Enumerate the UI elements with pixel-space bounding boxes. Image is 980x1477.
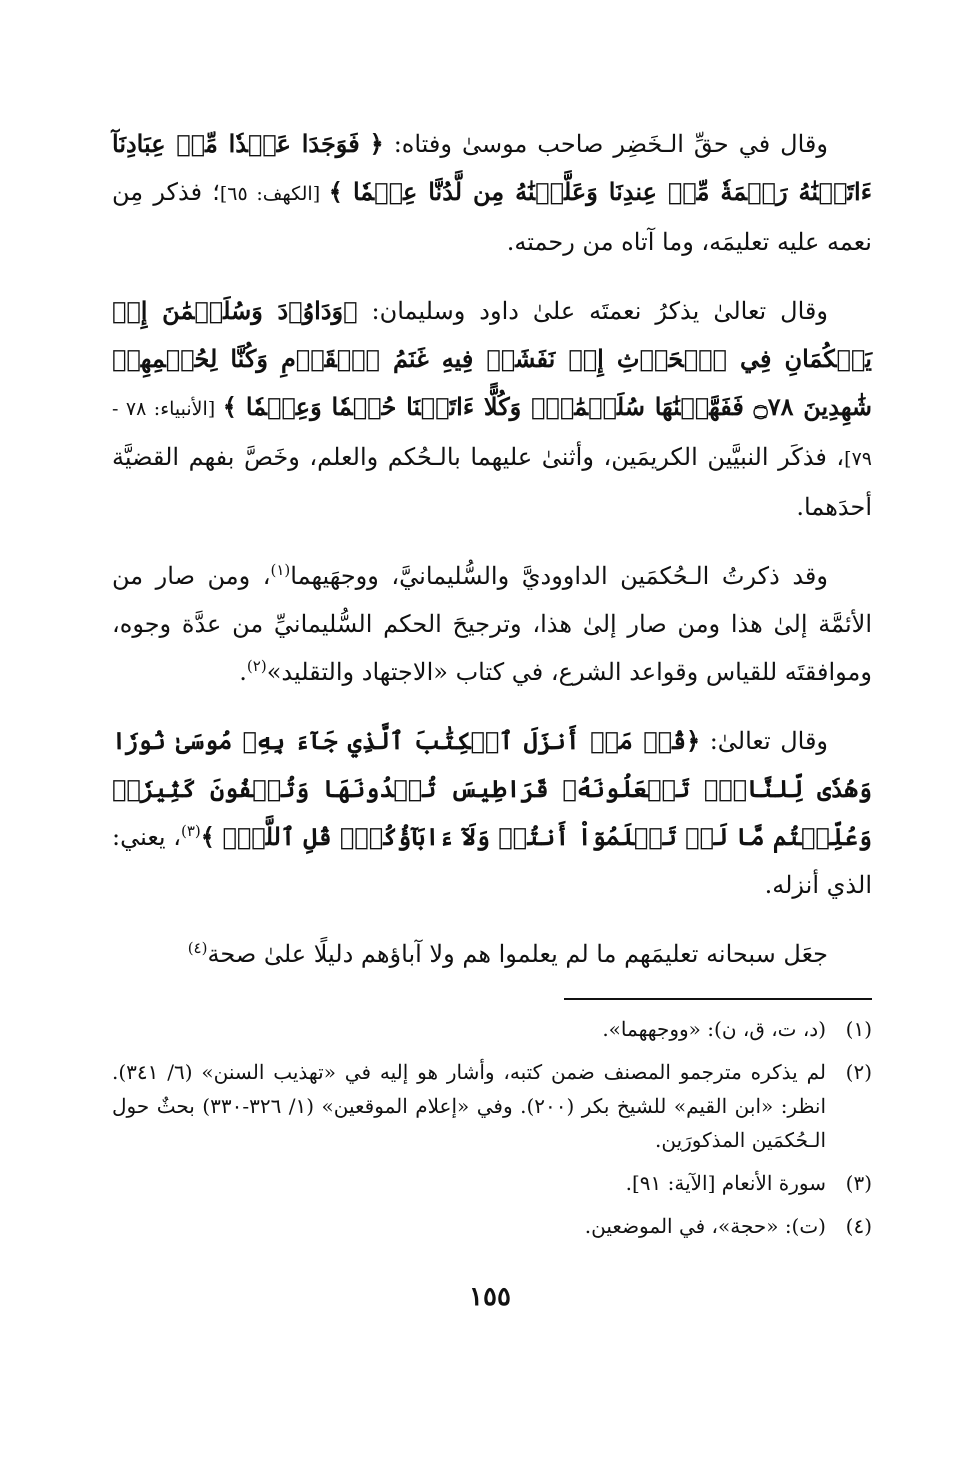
footnote-4 bbox=[112, 1209, 872, 1243]
paragraph-text: جعَل سبحانه تعليمَهم ما لم يعلموا هم ولا آباؤهم دليلًا علىٰ صحة bbox=[207, 940, 828, 968]
quran-verse: فَوَجَدَا عَبۡدٗا مِّنۡ عِبَادِنَآ ءَاتَيۡنَٰهُ رَحۡمَةٗ مِّنۡ عِندِنَا وَعَلَّمۡنَٰهُ مِن لَّدُنَّا عِلۡمٗا bbox=[112, 129, 872, 206]
footnote-marker-1[interactable]: (١) bbox=[270, 561, 291, 579]
paragraph-end: . bbox=[239, 658, 247, 686]
footnote-1 bbox=[112, 1012, 872, 1046]
paragraph-intro: وقال تعالىٰ: bbox=[700, 727, 829, 755]
verse-reference: [الكهف: ٦٥] bbox=[219, 183, 329, 205]
footnote-text: سورة الأنعام [الآية: ٩١]. bbox=[625, 1171, 826, 1195]
quran-open-bracket: ﴿ bbox=[686, 726, 701, 755]
paragraph-dawud-sulayman bbox=[112, 287, 872, 531]
paragraph-continuation: ، فذكَر النبيَّين الكريمَين، وأثنىٰ عليهما بالـحُكم والعلم، وخَصَّ بفهم القضيَّة أحدَهما. bbox=[112, 443, 872, 521]
footnotes bbox=[112, 1012, 872, 1252]
footnote-3 bbox=[112, 1166, 872, 1200]
footnote-marker-2[interactable]: (٢) bbox=[246, 657, 267, 675]
page-number: ١٥٥ bbox=[469, 1282, 511, 1312]
paragraph-khidr bbox=[112, 120, 872, 266]
paragraph-anam-verse bbox=[112, 717, 872, 909]
footnote-2 bbox=[112, 1055, 872, 1157]
footnote-marker-3[interactable]: (٣) bbox=[180, 822, 201, 840]
footnote-marker-4[interactable]: (٤) bbox=[187, 939, 208, 957]
quran-close-bracket: ﴾ bbox=[222, 392, 237, 421]
paragraph-text-continued: ، ومن صار من الأئمَّة إلىٰ هذا ومن صار إلىٰ هذا، وترجيحَ الحكم السُّليمانيِّ من عدَّة وجوه، وموافقتَه للقياس وقواعد الشرع، في كتاب «الاجتهاد والتقليد» bbox=[112, 562, 872, 686]
footnote-text: (ت): «حجة»، في الموضعين. bbox=[584, 1214, 826, 1238]
footnote-text: (د، ت، ق، ن): «ووجههما». bbox=[602, 1017, 826, 1041]
paragraph-continuation: ؛ فذكر مِن نعمه عليه تعليمَه، وما آتاه من رحمته. bbox=[112, 178, 872, 256]
paragraph-intro: وقال تعالىٰ يذكرُ نعمتَه علىٰ داود وسليمان: bbox=[357, 297, 828, 325]
footnote-number: (٣) bbox=[845, 1171, 872, 1195]
footnote-separator bbox=[564, 998, 872, 1000]
quran-open-bracket: ﴿ bbox=[369, 129, 384, 158]
main-text bbox=[112, 120, 872, 999]
quran-close-bracket: ﴾ bbox=[328, 177, 343, 206]
quran-open-bracket: ﴿ bbox=[343, 296, 358, 325]
footnote-number: (٢) bbox=[845, 1060, 872, 1084]
quran-verse: قُلۡ مَنۡ أَنزَلَ ٱلۡكِتَٰبَ ٱلَّذِي جَآءَ بِهِۦ مُوسَىٰ نُورٗا وَهُدٗى لِّلنَّاسِۖ تَجۡعَلُونَهُۥ قَرَاطِيسَ تُبۡدُونَهَا وَتُخۡفُونَ كَثِيرٗاۖ وَعُلِّمۡتُم مَّا لَمۡ تَعۡلَمُوٓاْ أَنتُمۡ وَلَآ ءَابَآؤُكُمۡۖ قُلِ ٱللَّهُۖ bbox=[112, 726, 872, 851]
footnote-number: (٤) bbox=[845, 1214, 872, 1238]
verse-reference: [الأنبياء: ٧٨ - ٧٩] bbox=[112, 398, 872, 470]
footnote-text: لم يذكره مترجمو المصنف ضمن كتبه، وأشار هو إليه في «تهذيب السنن» (٦/ ٣٤١). انظر: «ابن القيم» للشيخ بكر (٢٠٠). وفي «إعلام الموقعين» (١/ ٣٢٦-٣٣٠) بحثٌ حول الـحُكمَين المذكورَين. bbox=[112, 1060, 826, 1152]
paragraph-teaching bbox=[112, 930, 872, 978]
quran-verse: وَدَاوُۥدَ وَسُلَيۡمَٰنَ إِذۡ يَحۡكُمَانِ فِي ٱلۡحَرۡثِ إِذۡ نَفَشَتۡ فِيهِ غَنَمُ ٱلۡقَوۡمِ وَكُنَّا لِحُكۡمِهِمۡ شَٰهِدِينَ ۝٧٨ فَفَهَّمۡنَٰهَا سُلَيۡمَٰنَۚ وَكُلًّا ءَاتَيۡنَا حُكۡمٗا وَعِلۡمٗا bbox=[112, 296, 872, 421]
paragraph-two-rulings bbox=[112, 552, 872, 696]
paragraph-text: وقد ذكرتُ الـحُكمَين الداووديَّ والسُّليمانيَّ، ووجهَيهما bbox=[290, 562, 828, 590]
quran-close-bracket: ﴾ bbox=[200, 822, 215, 851]
paragraph-continuation: ، يعني: الذي أنزله. bbox=[112, 823, 872, 899]
footnote-number: (١) bbox=[845, 1017, 872, 1041]
paragraph-intro: وقال في حقِّ الـخَضِر صاحب موسىٰ وفتاه: bbox=[383, 130, 828, 158]
